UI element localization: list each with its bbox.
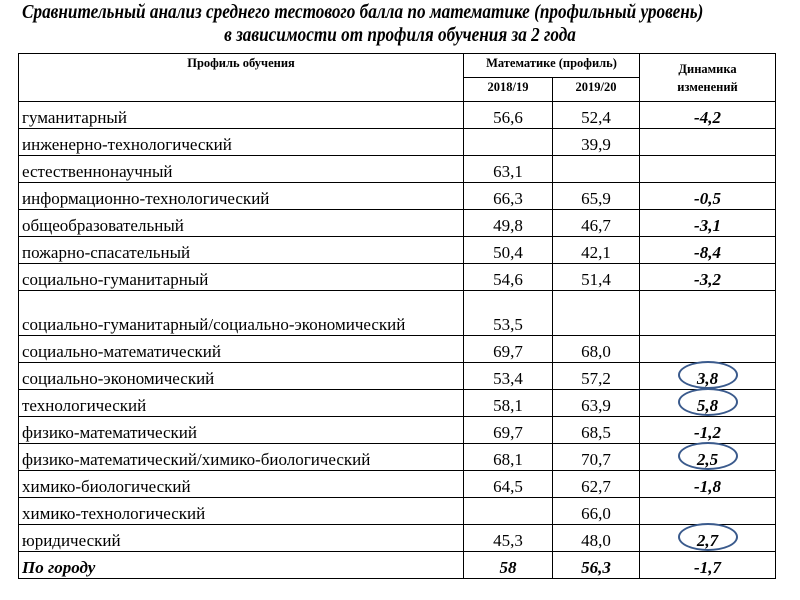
score-2018-19-cell xyxy=(464,156,553,183)
dynamics-text: 2,5 xyxy=(696,450,719,469)
profile-text: юридический xyxy=(22,531,121,550)
profile-text: химико-биологический xyxy=(22,477,191,496)
dynamics-cell xyxy=(640,498,776,525)
profile-text: химико-технологический xyxy=(22,504,206,523)
table-row xyxy=(19,210,776,237)
profile-text: технологический xyxy=(22,396,147,415)
score-2019-20-cell xyxy=(553,210,640,237)
table-row xyxy=(19,336,776,363)
profile-cell xyxy=(19,237,464,264)
score-2018-19-cell xyxy=(464,471,553,498)
score-2018-19-text: 45,3 xyxy=(493,531,523,550)
score-2019-20-text: 56,3 xyxy=(581,558,611,577)
profile-cell xyxy=(19,183,464,210)
score-2019-20-cell xyxy=(553,156,640,183)
table-row xyxy=(19,498,776,525)
score-2019-20-text: 65,9 xyxy=(581,189,611,208)
profile-text: информационно-технологический xyxy=(22,189,270,208)
table-row xyxy=(19,156,776,183)
profile-cell xyxy=(19,102,464,129)
dynamics-cell xyxy=(640,129,776,156)
total-row xyxy=(19,552,776,579)
score-2018-19-cell xyxy=(464,444,553,471)
table-row xyxy=(19,183,776,210)
profile-text: социально-гуманитарный/социально-экономический xyxy=(22,315,406,334)
profile-cell xyxy=(19,444,464,471)
score-2019-20-cell xyxy=(553,129,640,156)
table-row xyxy=(19,237,776,264)
table-row xyxy=(19,444,776,471)
score-2019-20-cell xyxy=(553,237,640,264)
profile-cell xyxy=(19,264,464,291)
dynamics-cell xyxy=(640,210,776,237)
title-line-2: в зависимости от профиля обучения за 2 года xyxy=(224,24,576,46)
dynamics-cell xyxy=(640,390,776,417)
score-2018-19-text: 53,4 xyxy=(493,369,523,388)
header-dynamics-line1: Динамика xyxy=(678,61,737,76)
score-2018-19-cell xyxy=(464,336,553,363)
profile-cell xyxy=(19,129,464,156)
dynamics-text: -8,4 xyxy=(694,243,721,262)
profile-text: физико-математический/химико-биологический xyxy=(22,450,371,469)
dynamics-cell xyxy=(640,471,776,498)
profile-text: По городу xyxy=(22,558,96,577)
dynamics-cell xyxy=(640,264,776,291)
score-2019-20-cell xyxy=(553,390,640,417)
score-2019-20-text: 52,4 xyxy=(581,108,611,127)
table-row xyxy=(19,264,776,291)
score-2018-19-cell xyxy=(464,210,553,237)
dynamics-cell xyxy=(640,336,776,363)
profile-text: социально-гуманитарный xyxy=(22,270,209,289)
table-row xyxy=(19,417,776,444)
dynamics-text: -1,8 xyxy=(694,477,721,496)
score-2018-19-text: 54,6 xyxy=(493,270,523,289)
dynamics-cell xyxy=(640,237,776,264)
score-2018-19-text: 49,8 xyxy=(493,216,523,235)
dynamics-text: -3,1 xyxy=(694,216,721,235)
dynamics-cell xyxy=(640,102,776,129)
header-dynamics-line2: изменений xyxy=(677,79,738,94)
profile-text: инженерно-технологический xyxy=(22,135,232,154)
score-2019-20-text: 57,2 xyxy=(581,369,611,388)
score-2019-20-cell xyxy=(553,525,640,552)
score-2018-19-cell xyxy=(464,102,553,129)
table-row xyxy=(19,363,776,390)
score-2019-20-text: 70,7 xyxy=(581,450,611,469)
comparison-table xyxy=(18,53,776,579)
dynamics-text: -3,2 xyxy=(694,270,721,289)
dynamics-cell xyxy=(640,417,776,444)
score-2018-19-text: 63,1 xyxy=(493,162,523,181)
score-2018-19-text: 69,7 xyxy=(493,423,523,442)
score-2019-20-text: 39,9 xyxy=(581,135,611,154)
score-2019-20-cell xyxy=(553,183,640,210)
score-2018-19-text: 58,1 xyxy=(493,396,523,415)
header-dynamics xyxy=(640,54,776,102)
dynamics-cell xyxy=(640,552,776,579)
profile-text: социально-экономический xyxy=(22,369,215,388)
score-2018-19-cell xyxy=(464,363,553,390)
score-2018-19-text: 50,4 xyxy=(493,243,523,262)
score-2019-20-cell xyxy=(553,264,640,291)
profile-cell xyxy=(19,552,464,579)
title-line-1: Сравнительный анализ среднего тестового балла по математике (профильный уровень) xyxy=(22,1,704,23)
profile-text: социально-математический xyxy=(22,342,221,361)
profile-cell xyxy=(19,363,464,390)
dynamics-text: -1,7 xyxy=(694,558,721,577)
score-2019-20-text: 68,0 xyxy=(581,342,611,361)
dynamics-text: -4,2 xyxy=(694,108,721,127)
dynamics-cell xyxy=(640,291,776,336)
profile-text: общеобразовательный xyxy=(22,216,184,235)
score-2019-20-text: 66,0 xyxy=(581,504,611,523)
score-2019-20-text: 68,5 xyxy=(581,423,611,442)
score-2019-20-text: 46,7 xyxy=(581,216,611,235)
dynamics-cell xyxy=(640,525,776,552)
profile-cell xyxy=(19,471,464,498)
score-2018-19-text: 56,6 xyxy=(493,108,523,127)
profile-text: гуманитарный xyxy=(22,108,127,127)
profile-text: пожарно-спасательный xyxy=(22,243,191,262)
header-year-2019-20: 2019/20 xyxy=(553,78,640,102)
dynamics-cell xyxy=(640,363,776,390)
score-2019-20-cell xyxy=(553,498,640,525)
dynamics-text: -1,2 xyxy=(694,423,721,442)
score-2018-19-text: 53,5 xyxy=(493,315,523,334)
dynamics-text: 5,8 xyxy=(696,396,719,415)
table-body xyxy=(19,102,776,579)
score-2019-20-cell xyxy=(553,417,640,444)
score-2018-19-cell xyxy=(464,183,553,210)
profile-text: естественнонаучный xyxy=(22,162,173,181)
dynamics-text: -0,5 xyxy=(694,189,721,208)
dynamics-cell xyxy=(640,156,776,183)
header-year-2018-19: 2018/19 xyxy=(464,78,553,102)
score-2018-19-cell xyxy=(464,291,553,336)
score-2018-19-cell xyxy=(464,552,553,579)
profile-cell xyxy=(19,417,464,444)
score-2019-20-cell xyxy=(553,291,640,336)
profile-cell xyxy=(19,525,464,552)
score-2018-19-cell xyxy=(464,264,553,291)
score-2018-19-cell xyxy=(464,417,553,444)
profile-text: физико-математический xyxy=(22,423,197,442)
score-2018-19-text: 68,1 xyxy=(493,450,523,469)
score-2019-20-cell xyxy=(553,552,640,579)
score-2018-19-text: 69,7 xyxy=(493,342,523,361)
dynamics-text: 3,8 xyxy=(696,369,719,388)
score-2018-19-text: 64,5 xyxy=(493,477,523,496)
table-row xyxy=(19,102,776,129)
score-2018-19-cell xyxy=(464,237,553,264)
dynamics-cell xyxy=(640,183,776,210)
score-2018-19-cell xyxy=(464,390,553,417)
score-2019-20-text: 51,4 xyxy=(581,270,611,289)
score-2019-20-cell xyxy=(553,363,640,390)
score-2019-20-text: 48,0 xyxy=(581,531,611,550)
score-2019-20-cell xyxy=(553,444,640,471)
dynamics-cell xyxy=(640,444,776,471)
table-row xyxy=(19,291,776,336)
score-2019-20-cell xyxy=(553,102,640,129)
profile-cell xyxy=(19,210,464,237)
score-2018-19-cell xyxy=(464,525,553,552)
score-2018-19-cell xyxy=(464,129,553,156)
table-row xyxy=(19,471,776,498)
header-math: Математике (профиль) xyxy=(464,54,640,78)
score-2018-19-text: 58 xyxy=(499,558,517,577)
profile-cell xyxy=(19,498,464,525)
profile-cell xyxy=(19,336,464,363)
score-2019-20-text: 42,1 xyxy=(581,243,611,262)
score-2018-19-cell xyxy=(464,498,553,525)
table-row xyxy=(19,129,776,156)
score-2018-19-text: 66,3 xyxy=(493,189,523,208)
score-2019-20-text: 62,7 xyxy=(581,477,611,496)
score-2019-20-cell xyxy=(553,471,640,498)
profile-cell xyxy=(19,390,464,417)
header-profile: Профиль обучения xyxy=(19,54,464,102)
dynamics-text: 2,7 xyxy=(696,531,719,550)
profile-cell xyxy=(19,156,464,183)
table-row xyxy=(19,390,776,417)
profile-cell xyxy=(19,291,464,336)
score-2019-20-cell xyxy=(553,336,640,363)
table-row xyxy=(19,525,776,552)
score-2019-20-text: 63,9 xyxy=(581,396,611,415)
